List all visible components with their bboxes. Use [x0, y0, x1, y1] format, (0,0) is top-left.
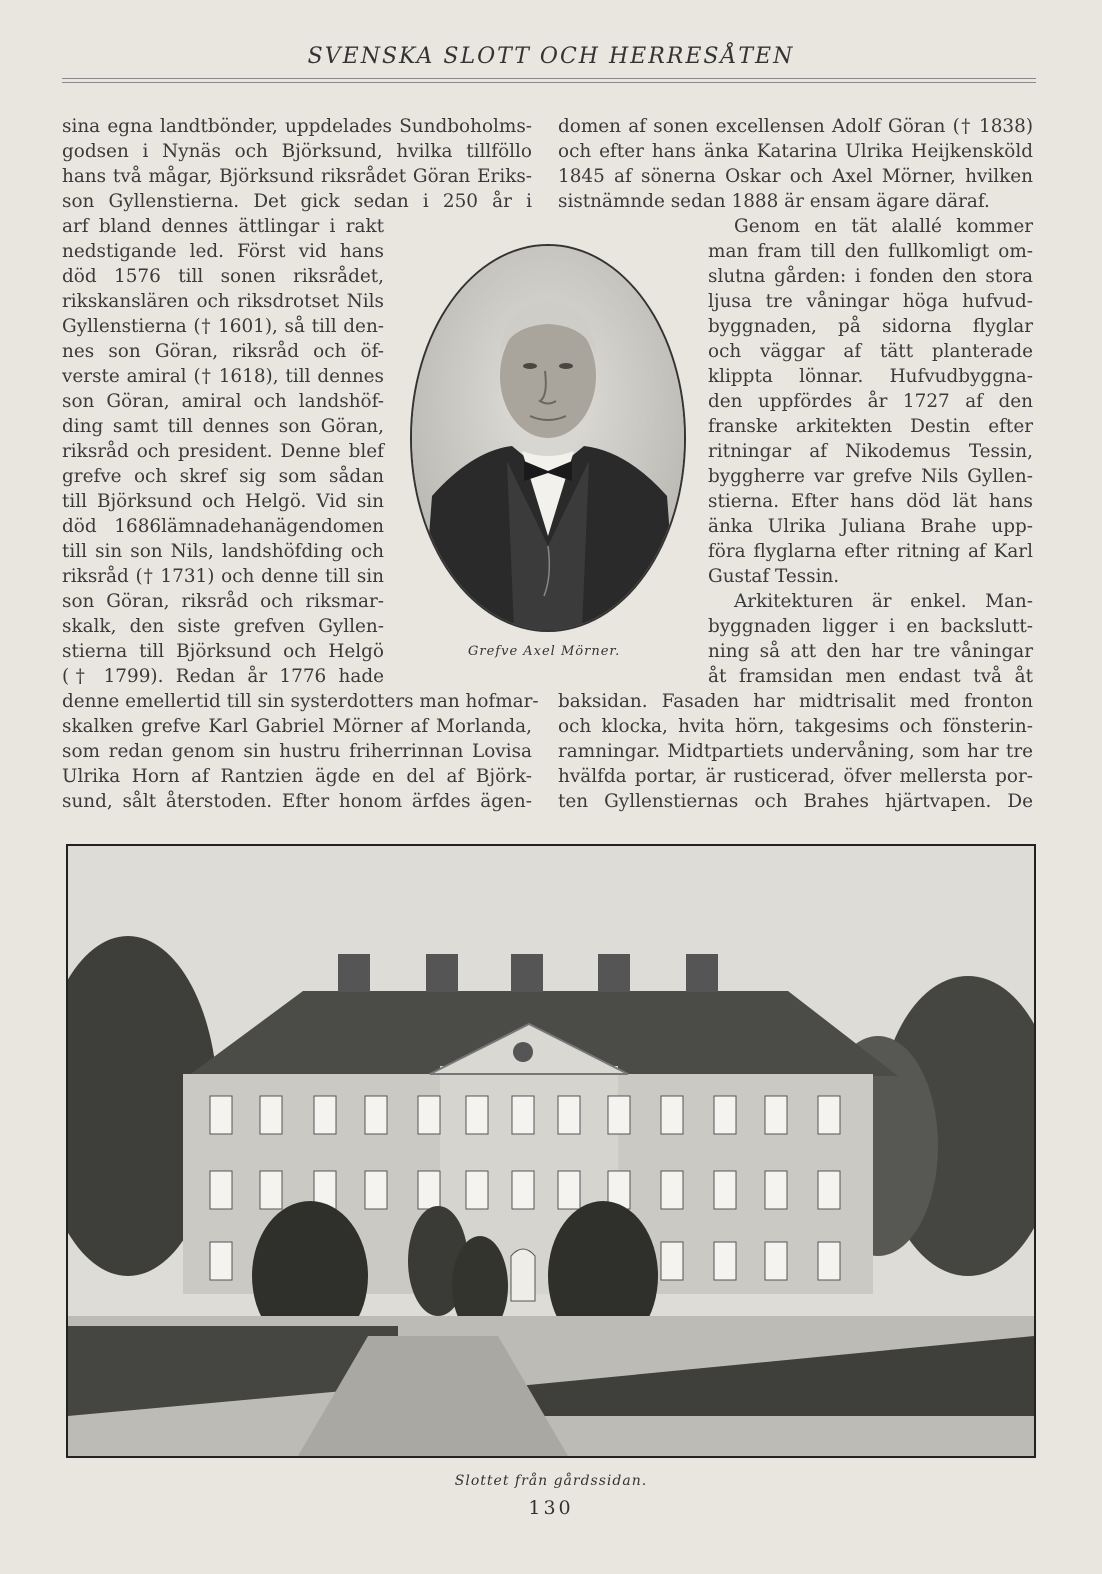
text-line: till Björksund och Helgö. Vid sin	[62, 491, 384, 512]
text-line: rikskanslären och riksdrotset Nils	[62, 291, 384, 312]
text-line: som redan genom sin hustru friherrinnan Lovisa	[62, 741, 532, 762]
text-line: († 1799). Redan år 1776 hade	[62, 666, 384, 687]
text-line: slutna gården: i fonden den stora	[708, 266, 1033, 287]
text-line: och klocka, hvita hörn, takgesims och fönsterin-	[558, 716, 1033, 737]
text-line: ramningar. Midtpartiets undervåning, som har tre	[558, 741, 1033, 762]
text-line: Gustaf Tessin.	[708, 566, 840, 587]
text-line: grefve och skref sig som sådan	[62, 466, 384, 487]
text-line: hvälfda portar, är rusticerad, öfver mellersta por-	[558, 766, 1033, 787]
page-number: 130	[528, 1497, 574, 1519]
text-line: riksråd och president. Denne blef	[62, 441, 384, 462]
text-line: man fram till den fullkomligt om-	[708, 241, 1033, 262]
left-column-top	[62, 114, 532, 214]
text-line: ding samt till dennes son Göran,	[62, 416, 384, 437]
text-line: byggnaden, på sidorna flyglar	[708, 316, 1033, 337]
left-column-narrow	[62, 214, 384, 689]
text-line: Ulrika Horn af Rantzien ägde en del af Björk-	[62, 766, 532, 787]
text-line: ning så att den har tre våningar	[708, 641, 1033, 662]
text-line: skalk, den siste grefven Gyllen-	[62, 616, 384, 637]
text-line: stierna. Efter hans död lät hans	[708, 491, 1033, 512]
castle-photo	[66, 844, 1036, 1458]
text-line: son Göran, amiral och landshöf-	[62, 391, 384, 412]
text-line: godsen i Nynäs och Björksund, hvilka tillföllo	[62, 141, 532, 162]
text-line: sund, sålt återstoden. Efter honom ärfdes ägen-	[62, 791, 532, 812]
text-line: byggnaden ligger i en backslutt-	[708, 616, 1033, 637]
text-line: byggherre var grefve Nils Gyllen-	[708, 466, 1033, 487]
text-line: franske arkitekten Destin efter	[708, 416, 1033, 437]
castle-illustration	[68, 846, 1034, 1456]
text-line: den uppfördes år 1727 af den	[708, 391, 1033, 412]
text-line: ljusa tre våningar höga hufvud-	[708, 291, 1033, 312]
text-line: sistnämnde sedan 1888 är ensam ägare däraf.	[558, 191, 990, 212]
portrait-illustration	[412, 246, 684, 630]
text-line: till sin son Nils, landshöfding och	[62, 541, 384, 562]
text-line: baksidan. Fasaden har midtrisalit med fronton	[558, 691, 1033, 712]
text-line: riksråd († 1731) och denne till sin	[62, 566, 384, 587]
text-line: änka Ulrika Juliana Brahe upp-	[708, 516, 1033, 537]
text-line: ritningar af Nikodemus Tessin,	[708, 441, 1033, 462]
text-line: son Göran, riksråd och riksmar-	[62, 591, 384, 612]
text-line: nes son Göran, riksråd och öf-	[62, 341, 384, 362]
right-column-top	[558, 114, 1033, 214]
text-line: ten Gyllenstiernas och Brahes hjärtvapen. De	[558, 791, 1033, 812]
text-line: åt framsidan men endast två åt	[708, 666, 1033, 687]
text-line: hans två mågar, Björksund riksrådet Göran Eriks-	[62, 166, 532, 187]
right-column-narrow	[708, 214, 1033, 689]
portrait-image	[410, 244, 686, 632]
portrait-caption: Grefve Axel Mörner.	[468, 644, 621, 659]
running-title: SVENSKA SLOTT OCH HERRESÅTEN	[307, 44, 795, 69]
text-line: klippta lönnar. Hufvudbyggna-	[708, 366, 1033, 387]
photo-caption: Slottet från gårdssidan.	[454, 1473, 648, 1489]
text-line: död 1686lämnadehanägendomen	[62, 516, 384, 537]
left-column-bottom	[62, 689, 539, 814]
text-line: sina egna landtbönder, uppdelades Sundboholms-	[62, 116, 532, 137]
text-line: son Gyllenstierna. Det gick sedan i 250 år i	[62, 191, 532, 212]
text-line: 1845 af sönerna Oskar och Axel Mörner, hvilken	[558, 166, 1033, 187]
text-line: död 1576 till sonen riksrådet,	[62, 266, 384, 287]
header-rule	[62, 78, 1036, 83]
text-line: arf bland dennes ättlingar i rakt	[62, 216, 384, 237]
text-line: stierna till Björksund och Helgö	[62, 641, 384, 662]
right-column-bottom	[558, 689, 1033, 814]
text-line: Arkitekturen är enkel. Man-	[734, 591, 1033, 612]
text-line: Gyllenstierna († 1601), så till den-	[62, 316, 384, 337]
text-line: och efter hans änka Katarina Ulrika Heijkensköld	[558, 141, 1033, 162]
text-line: verste amiral († 1618), till dennes	[62, 366, 384, 387]
text-line: domen af sonen excellensen Adolf Göran († 1838)	[558, 116, 1033, 137]
text-line: denne emellertid till sin systerdotters man hofmar-	[62, 691, 539, 712]
text-line: nedstigande led. Först vid hans	[62, 241, 384, 262]
text-line: skalken grefve Karl Gabriel Mörner af Morlanda,	[62, 716, 532, 737]
text-line: föra flyglarna efter ritning af Karl	[708, 541, 1033, 562]
text-line: Genom en tät alallé kommer	[734, 216, 1033, 237]
text-line: och väggar af tätt planterade	[708, 341, 1033, 362]
